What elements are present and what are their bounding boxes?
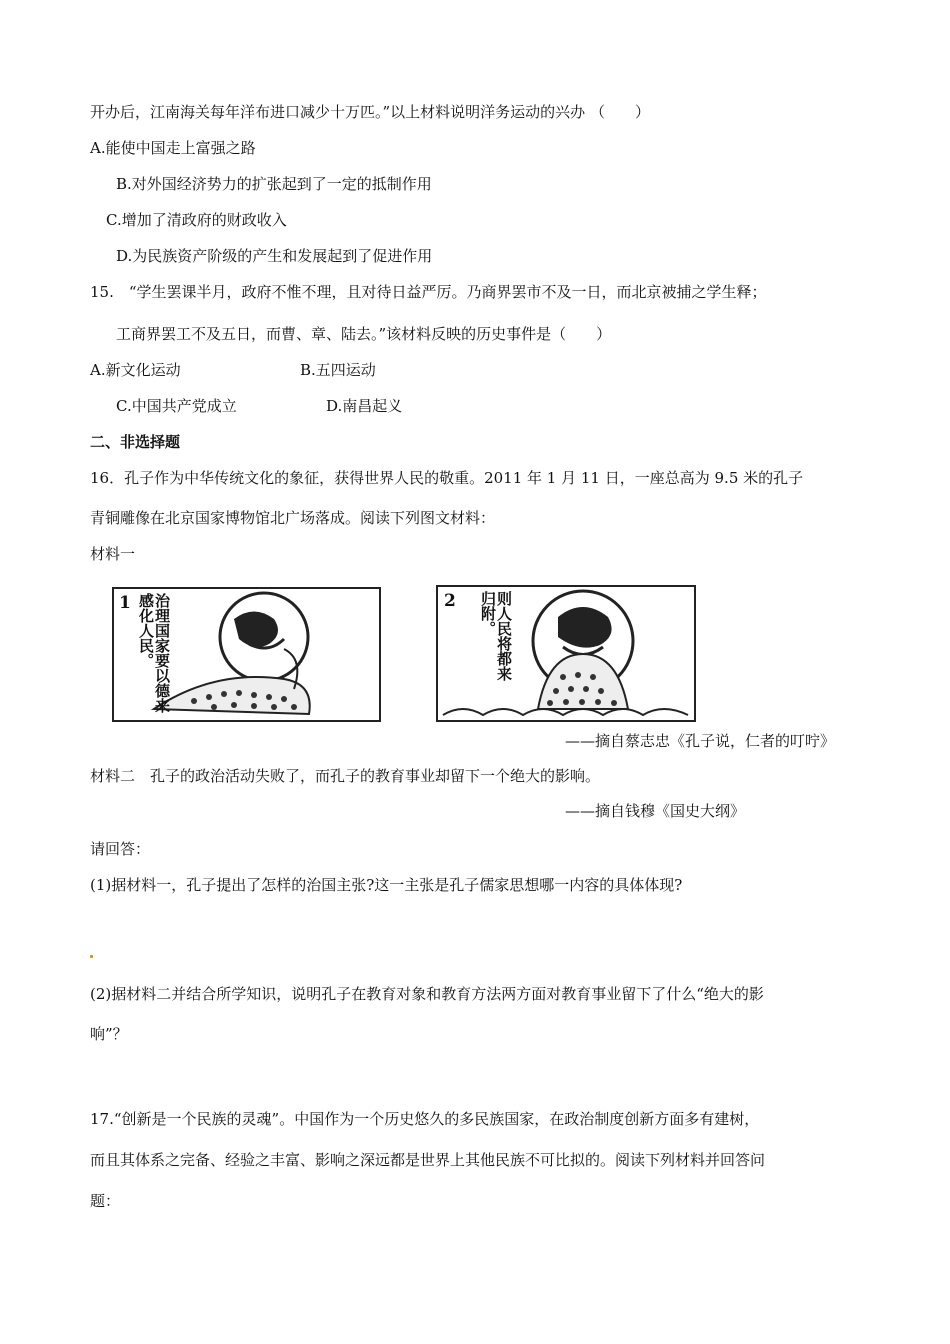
material2-text: 材料二 孔子的政治活动失败了，而孔子的教育事业却留下一个绝大的影响。: [90, 767, 601, 785]
panel-2-number: 2: [444, 591, 456, 611]
q16-stem-line1: 16．孔子作为中华传统文化的象征，获得世界人民的敬重。2011 年 1 月 11 日，一座总高为 9.5 米的孔子: [90, 469, 804, 487]
q17-line2: 而且其体系之完备、经验之丰富、影响之深远都是世界上其他民族不可比拟的。阅读下列材料并回答问: [90, 1151, 766, 1169]
q17-line3: 题：: [90, 1192, 121, 1210]
q15-option-d: D.南昌起义: [326, 397, 403, 415]
q14-stem-tail: 开办后，江南海关每年洋布进口减少十万匹。”以上材料说明洋务运动的兴办 （ ）: [90, 103, 650, 121]
q16-stem-line2: 青铜雕像在北京国家博物馆北广场落成。阅读下列图文材料：: [90, 509, 496, 527]
panel-1-number: 1: [119, 593, 131, 613]
comic-panel-2: [436, 585, 696, 722]
q15-option-a: A.新文化运动: [90, 361, 181, 379]
comic-panel-1: [112, 587, 381, 722]
q17-line1: 17.“创新是一个民族的灵魂”。中国作为一个历史悠久的多民族国家，在政治制度创新方面多有建树，: [90, 1110, 760, 1128]
material1-label: 材料一: [90, 545, 136, 563]
q15-stem-line2: 工商界罢工不及五日，而曹、章、陆去。”该材料反映的历史事件是（ ）: [116, 325, 612, 343]
q16-sub2-line2: 响”？: [90, 1025, 128, 1043]
q14-option-b: B.对外国经济势力的扩张起到了一定的抵制作用: [116, 175, 432, 193]
panel-1-caption: 治理国家要以德来感化人民。: [137, 593, 171, 713]
q15-option-b: B.五四运动: [300, 361, 376, 379]
material1-source: ——摘自蔡志忠《孔子说，仁者的叮咛》: [565, 732, 836, 750]
q14-option-d: D.为民族资产阶级的产生和发展起到了促进作用: [116, 247, 433, 265]
q15-stem-line1: 15. “学生罢课半月，政府不惟不理，且对待日益严厉。乃商界罢市不及一日，而北京被捕之学生释；: [90, 283, 767, 301]
panel-2-caption: 则人民将都来归附。: [479, 591, 513, 681]
answer-prompt: 请回答：: [90, 840, 151, 858]
stray-mark: [90, 955, 93, 958]
q14-option-c: C.增加了清政府的财政收入: [106, 211, 287, 229]
section-title: 二、非选择题: [90, 433, 181, 451]
q16-sub1: (1)据材料一，孔子提出了怎样的治国主张?这一主张是孔子儒家思想哪一内容的具体体现?: [90, 876, 683, 894]
q16-sub2-line1: (2)据材料二并结合所学知识，说明孔子在教育对象和教育方法两方面对教育事业留下了什么“绝大的影: [90, 985, 764, 1003]
q15-option-c: C.中国共产党成立: [116, 397, 237, 415]
material2-source: ——摘自钱穆《国史大纲》: [565, 802, 746, 820]
q14-option-a: A.能使中国走上富强之路: [90, 139, 256, 157]
